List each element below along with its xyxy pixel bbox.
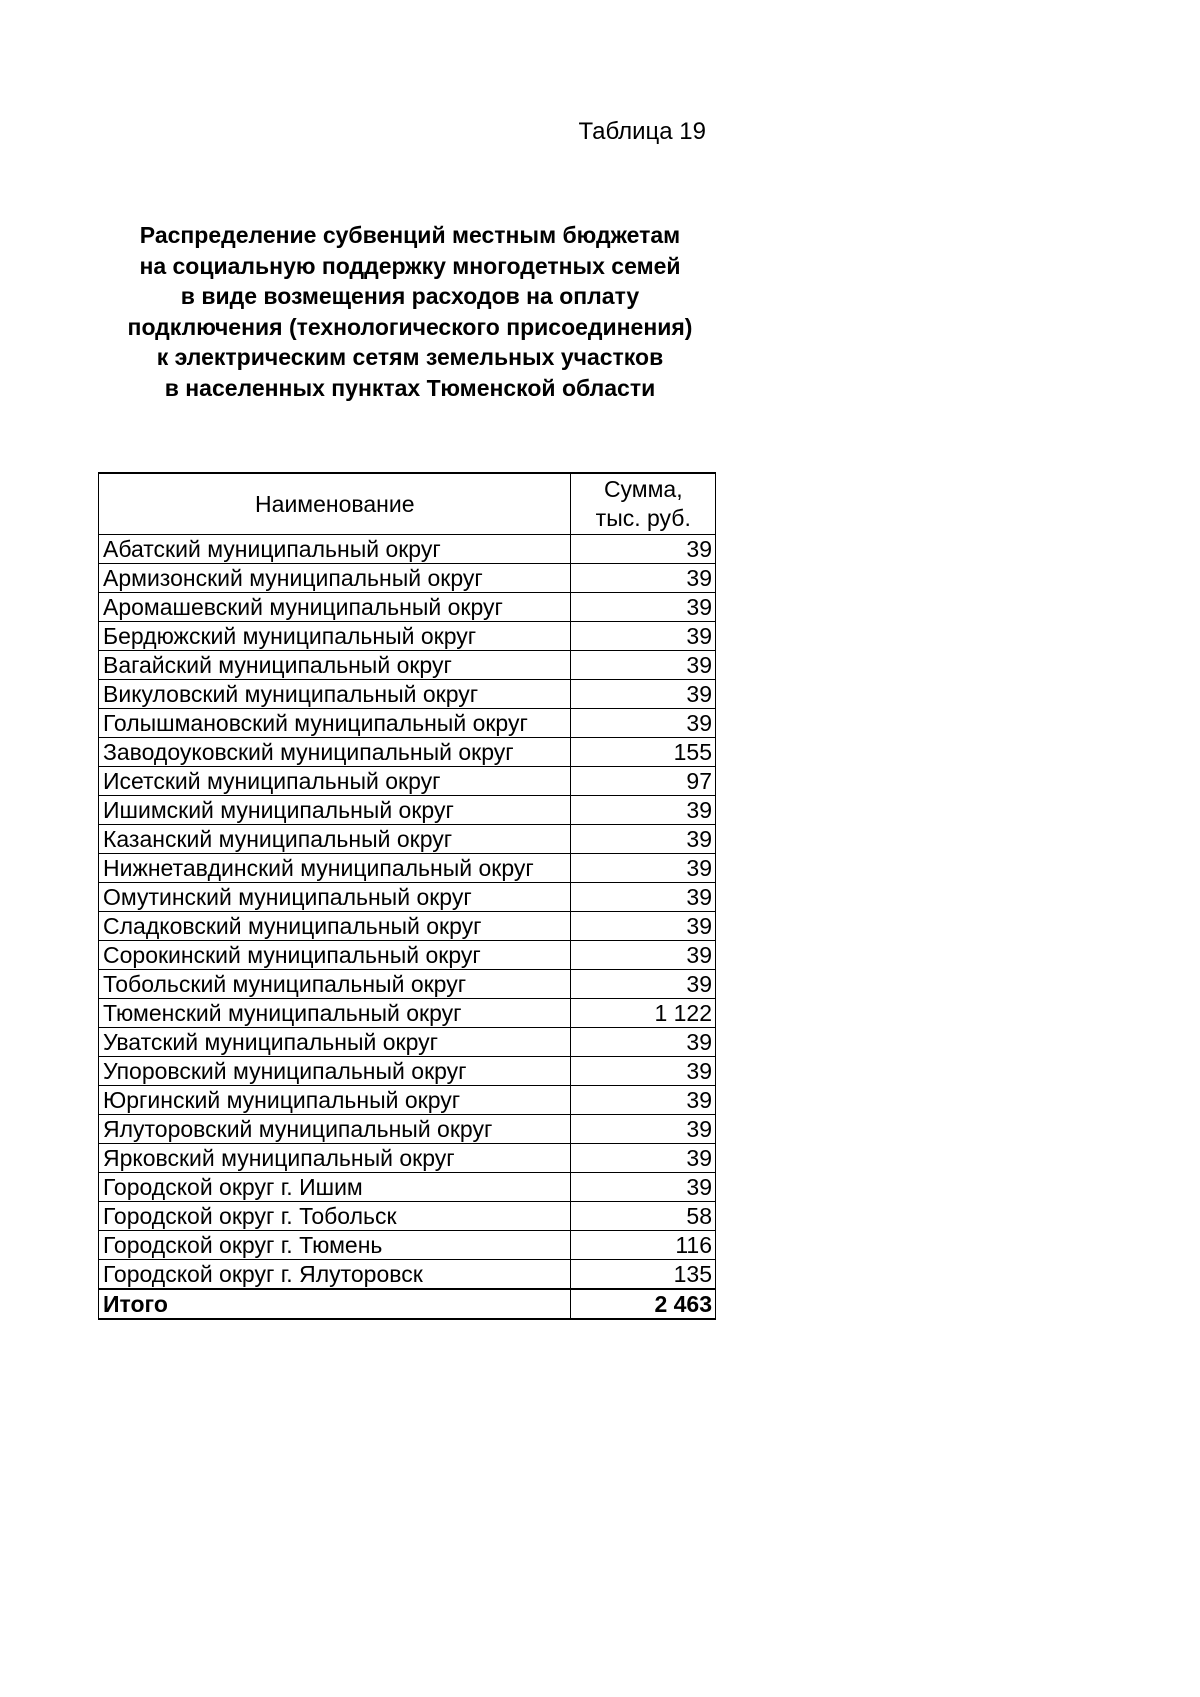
row-name: Уватский муниципальный округ (99, 1028, 571, 1057)
row-sum: 116 (570, 1231, 715, 1260)
table-body (99, 535, 716, 1290)
row-name: Голышмановский муниципальный округ (99, 709, 571, 738)
table-row (99, 593, 716, 622)
row-name: Исетский муниципальный округ (99, 767, 571, 796)
table-row (99, 941, 716, 970)
row-name: Абатский муниципальный округ (99, 535, 571, 564)
total-sum: 2 463 (570, 1289, 715, 1319)
table-row (99, 1231, 716, 1260)
table-row (99, 1115, 716, 1144)
row-sum: 39 (570, 854, 715, 883)
table-row (99, 1144, 716, 1173)
header-name: Наименование (99, 473, 571, 535)
row-name: Бердюжский муниципальный округ (99, 622, 571, 651)
row-name: Юргинский муниципальный округ (99, 1086, 571, 1115)
row-sum: 39 (570, 622, 715, 651)
row-sum: 39 (570, 883, 715, 912)
table-row (99, 1028, 716, 1057)
row-name: Городской округ г. Тобольск (99, 1202, 571, 1231)
header-sum-line: тыс. руб. (595, 505, 691, 531)
title-line: в населенных пунктах Тюменской области (164, 374, 656, 401)
table-row (99, 825, 716, 854)
row-name: Городской округ г. Ишим (99, 1173, 571, 1202)
row-sum: 155 (570, 738, 715, 767)
table-row (99, 854, 716, 883)
row-sum: 39 (570, 1057, 715, 1086)
title-line: подключения (технологического присоединения) (127, 313, 693, 340)
title-line: на социальную поддержку многодетных семей (139, 252, 681, 279)
row-sum: 39 (570, 593, 715, 622)
table-row (99, 738, 716, 767)
table-row (99, 912, 716, 941)
row-sum: 39 (570, 1028, 715, 1057)
row-sum: 135 (570, 1260, 715, 1290)
table-row (99, 796, 716, 825)
row-name: Казанский муниципальный округ (99, 825, 571, 854)
table-row (99, 535, 716, 564)
row-name: Городской округ г. Ялуторовск (99, 1260, 571, 1290)
row-name: Викуловский муниципальный округ (99, 680, 571, 709)
table-row (99, 999, 716, 1028)
title-line: в виде возмещения расходов на оплату (180, 283, 640, 309)
row-sum: 39 (570, 912, 715, 941)
table-row (99, 970, 716, 999)
table-row (99, 767, 716, 796)
header-sum-line: Сумма, (603, 476, 683, 502)
table-row (99, 709, 716, 738)
row-name: Омутинский муниципальный округ (99, 883, 571, 912)
header-sum (570, 473, 715, 535)
row-sum: 39 (570, 1115, 715, 1144)
row-name: Аромашевский муниципальный округ (99, 593, 571, 622)
table-row (99, 1057, 716, 1086)
table-row (99, 564, 716, 593)
row-name: Упоровский муниципальный округ (99, 1057, 571, 1086)
row-sum: 39 (570, 1144, 715, 1173)
row-sum: 39 (570, 1173, 715, 1202)
row-sum: 39 (570, 535, 715, 564)
row-name: Заводоуковский муниципальный округ (99, 738, 571, 767)
table-row (99, 680, 716, 709)
row-name: Тюменский муниципальный округ (99, 999, 571, 1028)
total-row (99, 1289, 716, 1319)
table-row (99, 1260, 716, 1290)
row-name: Нижнетавдинский муниципальный округ (99, 854, 571, 883)
table-header-row (99, 473, 716, 535)
row-sum: 1 122 (570, 999, 715, 1028)
table-row (99, 883, 716, 912)
total-label: Итого (99, 1289, 571, 1319)
row-name: Вагайский муниципальный округ (99, 651, 571, 680)
table-row (99, 1202, 716, 1231)
row-name: Городской округ г. Тюмень (99, 1231, 571, 1260)
table-row (99, 1086, 716, 1115)
row-sum: 58 (570, 1202, 715, 1231)
row-name: Ишимский муниципальный округ (99, 796, 571, 825)
row-sum: 39 (570, 651, 715, 680)
row-sum: 97 (570, 767, 715, 796)
row-name: Ялуторовский муниципальный округ (99, 1115, 571, 1144)
row-name: Сорокинский муниципальный округ (99, 941, 571, 970)
row-name: Ярковский муниципальный округ (99, 1144, 571, 1173)
subvention-table (98, 472, 716, 1320)
row-sum: 39 (570, 680, 715, 709)
row-sum: 39 (570, 941, 715, 970)
row-name: Сладковский муниципальный округ (99, 912, 571, 941)
row-sum: 39 (570, 709, 715, 738)
row-sum: 39 (570, 564, 715, 593)
row-name: Тобольский муниципальный округ (99, 970, 571, 999)
table-row (99, 651, 716, 680)
row-sum: 39 (570, 1086, 715, 1115)
row-sum: 39 (570, 796, 715, 825)
title-line: к электрическим сетям земельных участков (156, 344, 664, 370)
row-sum: 39 (570, 825, 715, 854)
row-sum: 39 (570, 970, 715, 999)
row-name: Армизонский муниципальный округ (99, 564, 571, 593)
table-row (99, 622, 716, 651)
document-title (60, 220, 760, 403)
table-number-label: Таблица 19 (578, 118, 706, 145)
table-row (99, 1173, 716, 1202)
title-line: Распределение субвенций местным бюджетам (139, 222, 681, 248)
